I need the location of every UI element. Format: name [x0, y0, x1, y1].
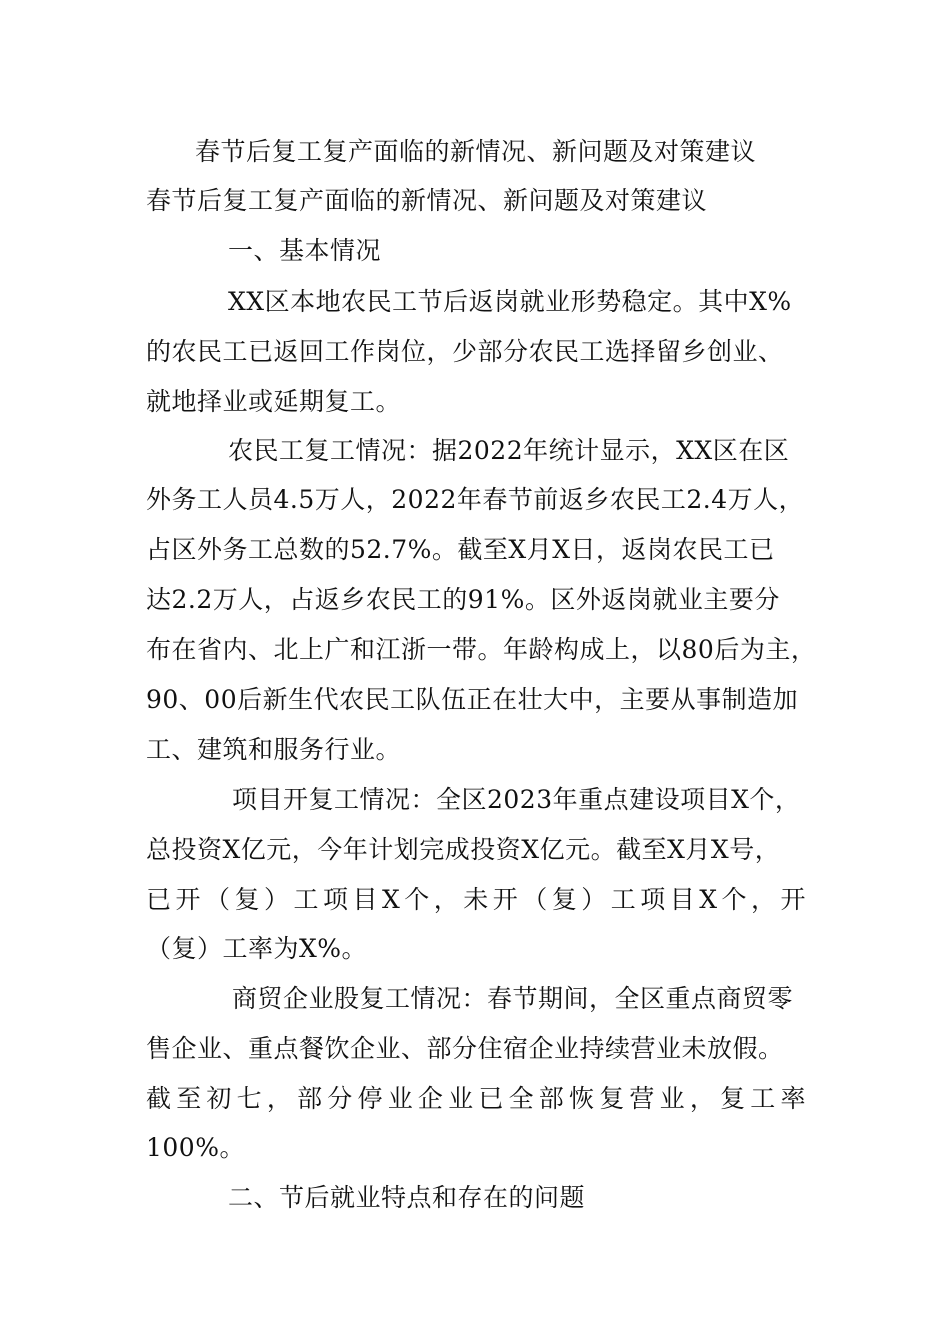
section-heading-employment-issues: 二、节后就业特点和存在的问题 — [228, 1183, 586, 1212]
paragraph-line: （复）工率为X%。 — [146, 934, 368, 963]
paragraph-line: 已开（复）工项目X个，未开（复）工项目X个，开 — [146, 885, 806, 914]
section-heading-basic-situation: 一、基本情况 — [228, 236, 382, 265]
paragraph-line: 截至初七，部分停业企业已全部恢复营业，复工率 — [146, 1084, 806, 1113]
paragraph-line: 工、建筑和服务行业。 — [146, 735, 402, 764]
paragraph-line: XX区本地农民工节后返岗就业形势稳定。其中X% — [228, 287, 792, 316]
paragraph-line: 就地择业或延期复工。 — [146, 387, 402, 416]
paragraph-line: 达2.2万人，占返乡农民工的91%。区外返岗就业主要分 — [146, 585, 780, 614]
paragraph-line: 90、00后新生代农民工队伍正在壮大中，主要从事制造加 — [146, 685, 799, 714]
paragraph-line: 外务工人员4.5万人，2022年春节前返乡农民工2.4万人， — [146, 485, 805, 514]
paragraph-line: 布在省内、北上广和江浙一带。年龄构成上，以80后为主， — [146, 635, 817, 664]
paragraph-line: 的农民工已返回工作岗位，少部分农民工选择留乡创业、 — [146, 337, 784, 366]
paragraph-line: 100%。 — [146, 1133, 245, 1162]
paragraph-line: 商贸企业股复工情况：春节期间，全区重点商贸零 — [232, 984, 794, 1013]
paragraph-line: 售企业、重点餐饮企业、部分住宿企业持续营业未放假。 — [146, 1034, 784, 1063]
paragraph-line: 农民工复工情况：据2022年统计显示，XX区在区 — [228, 436, 790, 465]
paragraph-line: 总投资X亿元，今年计划完成投资X亿元。截至X月X号， — [146, 835, 781, 864]
document-subtitle: 春节后复工复产面临的新情况、新问题及对策建议 — [146, 186, 708, 215]
paragraph-line: 占区外务工总数的52.7%。截至X月X日，返岗农民工已 — [146, 535, 775, 564]
document-title: 春节后复工复产面临的新情况、新问题及对策建议 — [195, 137, 757, 166]
paragraph-line: 项目开复工情况：全区2023年重点建设项目X个， — [232, 785, 801, 814]
